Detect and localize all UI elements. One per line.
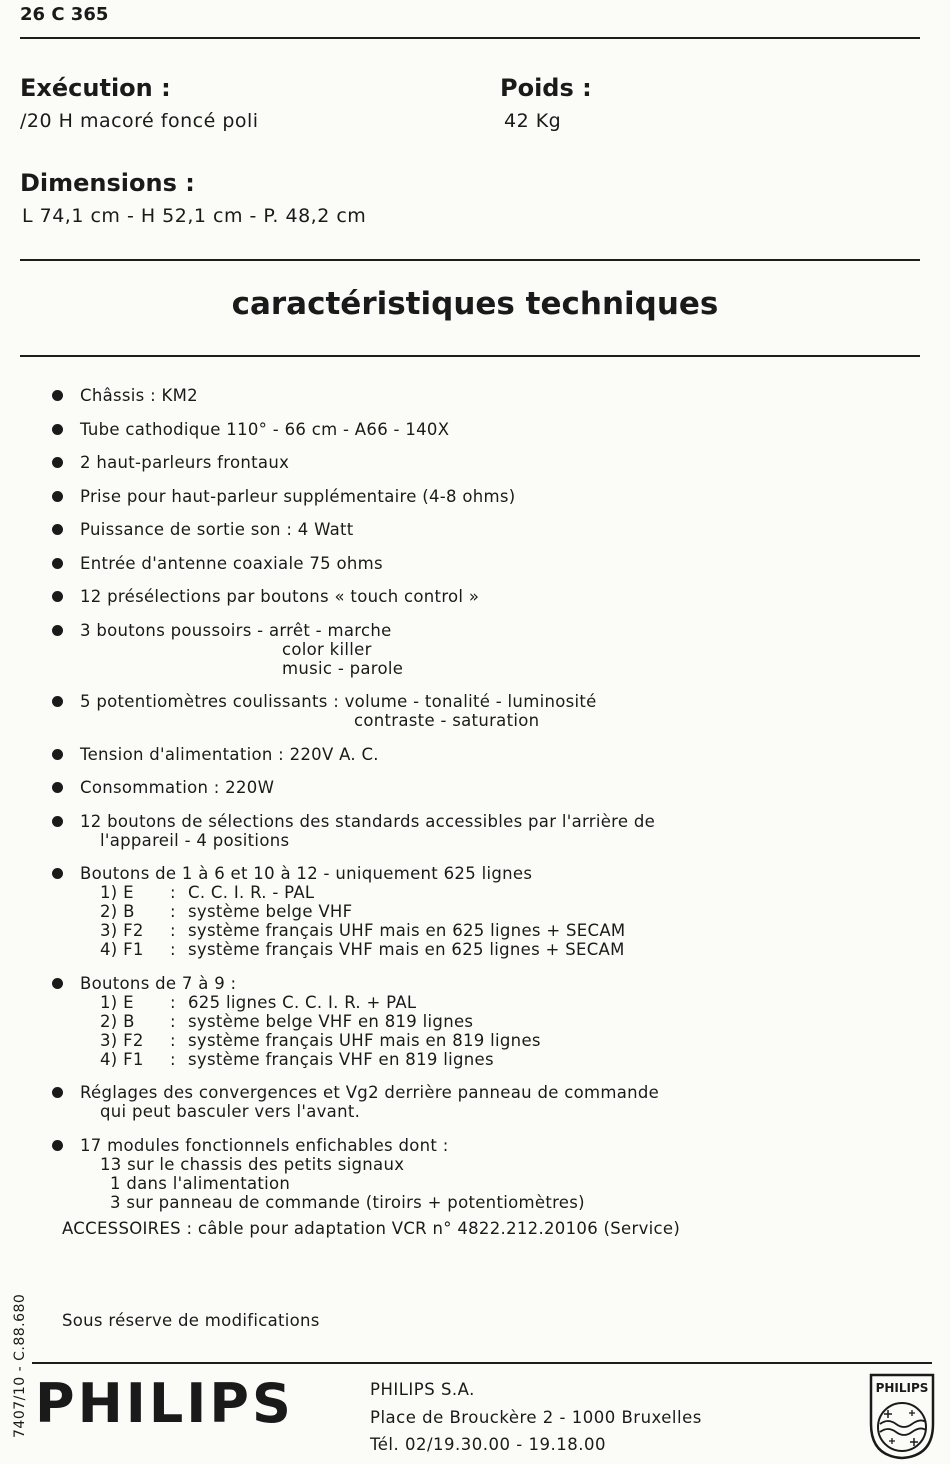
footer-divider [32, 1362, 932, 1364]
spec-subline: music - parole [282, 658, 404, 678]
bullet-icon [52, 1140, 63, 1151]
standard-row: 2) B : système belge VHF [100, 902, 353, 921]
bullet-icon [52, 749, 63, 760]
spec-subline: qui peut basculer vers l'avant. [100, 1102, 361, 1121]
standard-row: 4) F1 : système français VHF en 819 lignes [100, 1049, 494, 1069]
print-code: 7407/10 - C.88.680 [12, 1293, 28, 1438]
bullet-icon [52, 390, 63, 401]
spec-item: Tube cathodique 110° - 66 cm - A66 - 140X [50, 420, 750, 439]
bullet-icon [52, 782, 63, 793]
standard-row: 2) B : système belge VHF en 819 lignes [100, 1011, 474, 1031]
spec-item: Châssis : KM2 [50, 386, 750, 405]
dimensions-value: L 74,1 cm - H 52,1 cm - P. 48,2 cm [22, 205, 367, 227]
top-divider [20, 37, 920, 39]
bullet-icon [52, 868, 63, 879]
logo-text: PHILIPS [875, 1381, 929, 1395]
philips-shield-logo [868, 1372, 936, 1460]
section-divider-bottom [20, 355, 920, 357]
spec-subline: l'appareil - 4 positions [100, 830, 290, 850]
spec-item: Entrée d'antenne coaxiale 75 ohms [50, 554, 750, 573]
accessories-note: ACCESSOIRES : câble pour adaptation VCR n° 4822.212.20106 (Service) [62, 1219, 681, 1238]
spec-item: Boutons de 1 à 6 et 10 à 12 - uniquement 625 lignes 1) E : C. C. I. R. - PAL 2) B : système belge VHF 3) F2 : système français UHF mais en 625 lignes + SECAM 4) F1 : système français VHF mais en 625 lignes + SECAM [50, 864, 750, 959]
spec-item: 2 haut-parleurs frontaux [50, 453, 750, 472]
standard-row: 4) F1 : système français VHF mais en 625 lignes + SECAM [100, 940, 625, 959]
bullet-icon [52, 491, 63, 502]
spec-subline: 3 sur panneau de commande (tiroirs + potentiomètres) [110, 1192, 585, 1212]
spec-list [50, 386, 750, 1226]
bullet-icon [52, 978, 63, 989]
spec-item: Tension d'alimentation : 220V A. C. [50, 745, 750, 764]
bullet-icon [52, 558, 63, 569]
execution-value: /20 H macoré foncé poli [20, 110, 259, 132]
spec-item: Réglages des convergences et Vg2 derrière panneau de commande qui peut basculer vers l'avant. [50, 1083, 750, 1121]
spec-item: 12 boutons de sélections des standards accessibles par l'arrière de l'appareil - 4 positions [50, 812, 750, 850]
bullet-icon [52, 1087, 63, 1098]
spec-item: 3 boutons poussoirs - arrêt - marche color killer music - parole [50, 621, 750, 678]
spec-item: 17 modules fonctionnels enfichables dont : 13 sur le chassis des petits signaux 1 dans l'alimentation 3 sur panneau de commande (tiroirs + potentiomètres) [50, 1136, 750, 1212]
spec-item: Prise pour haut-parleur supplémentaire (4-8 ohms) [50, 487, 750, 506]
model-number: 26 C 365 [20, 4, 109, 25]
weight-value: 42 Kg [504, 110, 562, 132]
spec-item: Consommation : 220W [50, 778, 750, 797]
standard-row: 3) F2 : système français UHF mais en 625 lignes + SECAM [100, 921, 626, 940]
standard-row: 1) E : C. C. I. R. - PAL [100, 883, 315, 902]
bullet-icon [52, 625, 63, 636]
spec-subline: contraste - saturation [354, 711, 540, 730]
weight-label: Poids : [500, 74, 592, 102]
brand-wordmark: PHILIPS [35, 1372, 294, 1435]
company-phone: Tél. 02/19.30.00 - 19.18.00 [370, 1435, 606, 1454]
standard-row: 3) F2 : système français UHF mais en 819 lignes [100, 1030, 541, 1050]
spec-item: Boutons de 7 à 9 : 1) E : 625 lignes C. C. I. R. + PAL 2) B : système belge VHF en 819 lignes 3) F2 : système français UHF mais en 819 lignes 4) F1 : système français VHF en 819 lignes [50, 974, 750, 1069]
bullet-icon [52, 591, 63, 602]
section-heading: caractéristiques techniques [231, 286, 719, 322]
spec-subline: color killer [282, 639, 372, 659]
dimensions-label: Dimensions : [20, 169, 195, 197]
company-block [370, 1376, 702, 1459]
section-divider-top [20, 259, 920, 261]
bullet-icon [52, 816, 63, 827]
bullet-icon [52, 696, 63, 707]
spec-item: 12 présélections par boutons « touch control » [50, 587, 750, 606]
standard-row: 1) E : 625 lignes C. C. I. R. + PAL [100, 992, 417, 1012]
spec-item: Puissance de sortie son : 4 Watt [50, 520, 750, 539]
spec-subline: 1 dans l'alimentation [110, 1173, 291, 1193]
spec-item: 5 potentiomètres coulissants : volume - tonalité - luminosité contraste - saturation [50, 692, 750, 730]
reserve-note: Sous réserve de modifications [62, 1311, 320, 1330]
bullet-icon [52, 457, 63, 468]
spec-subline: 13 sur le chassis des petits signaux [100, 1154, 405, 1174]
shield-icon [868, 1372, 936, 1460]
bullet-icon [52, 424, 63, 435]
execution-label: Exécution : [20, 74, 171, 102]
bullet-icon [52, 524, 63, 535]
company-address: Place de Brouckère 2 - 1000 Bruxelles [370, 1407, 702, 1427]
company-name: PHILIPS S.A. [370, 1380, 475, 1399]
